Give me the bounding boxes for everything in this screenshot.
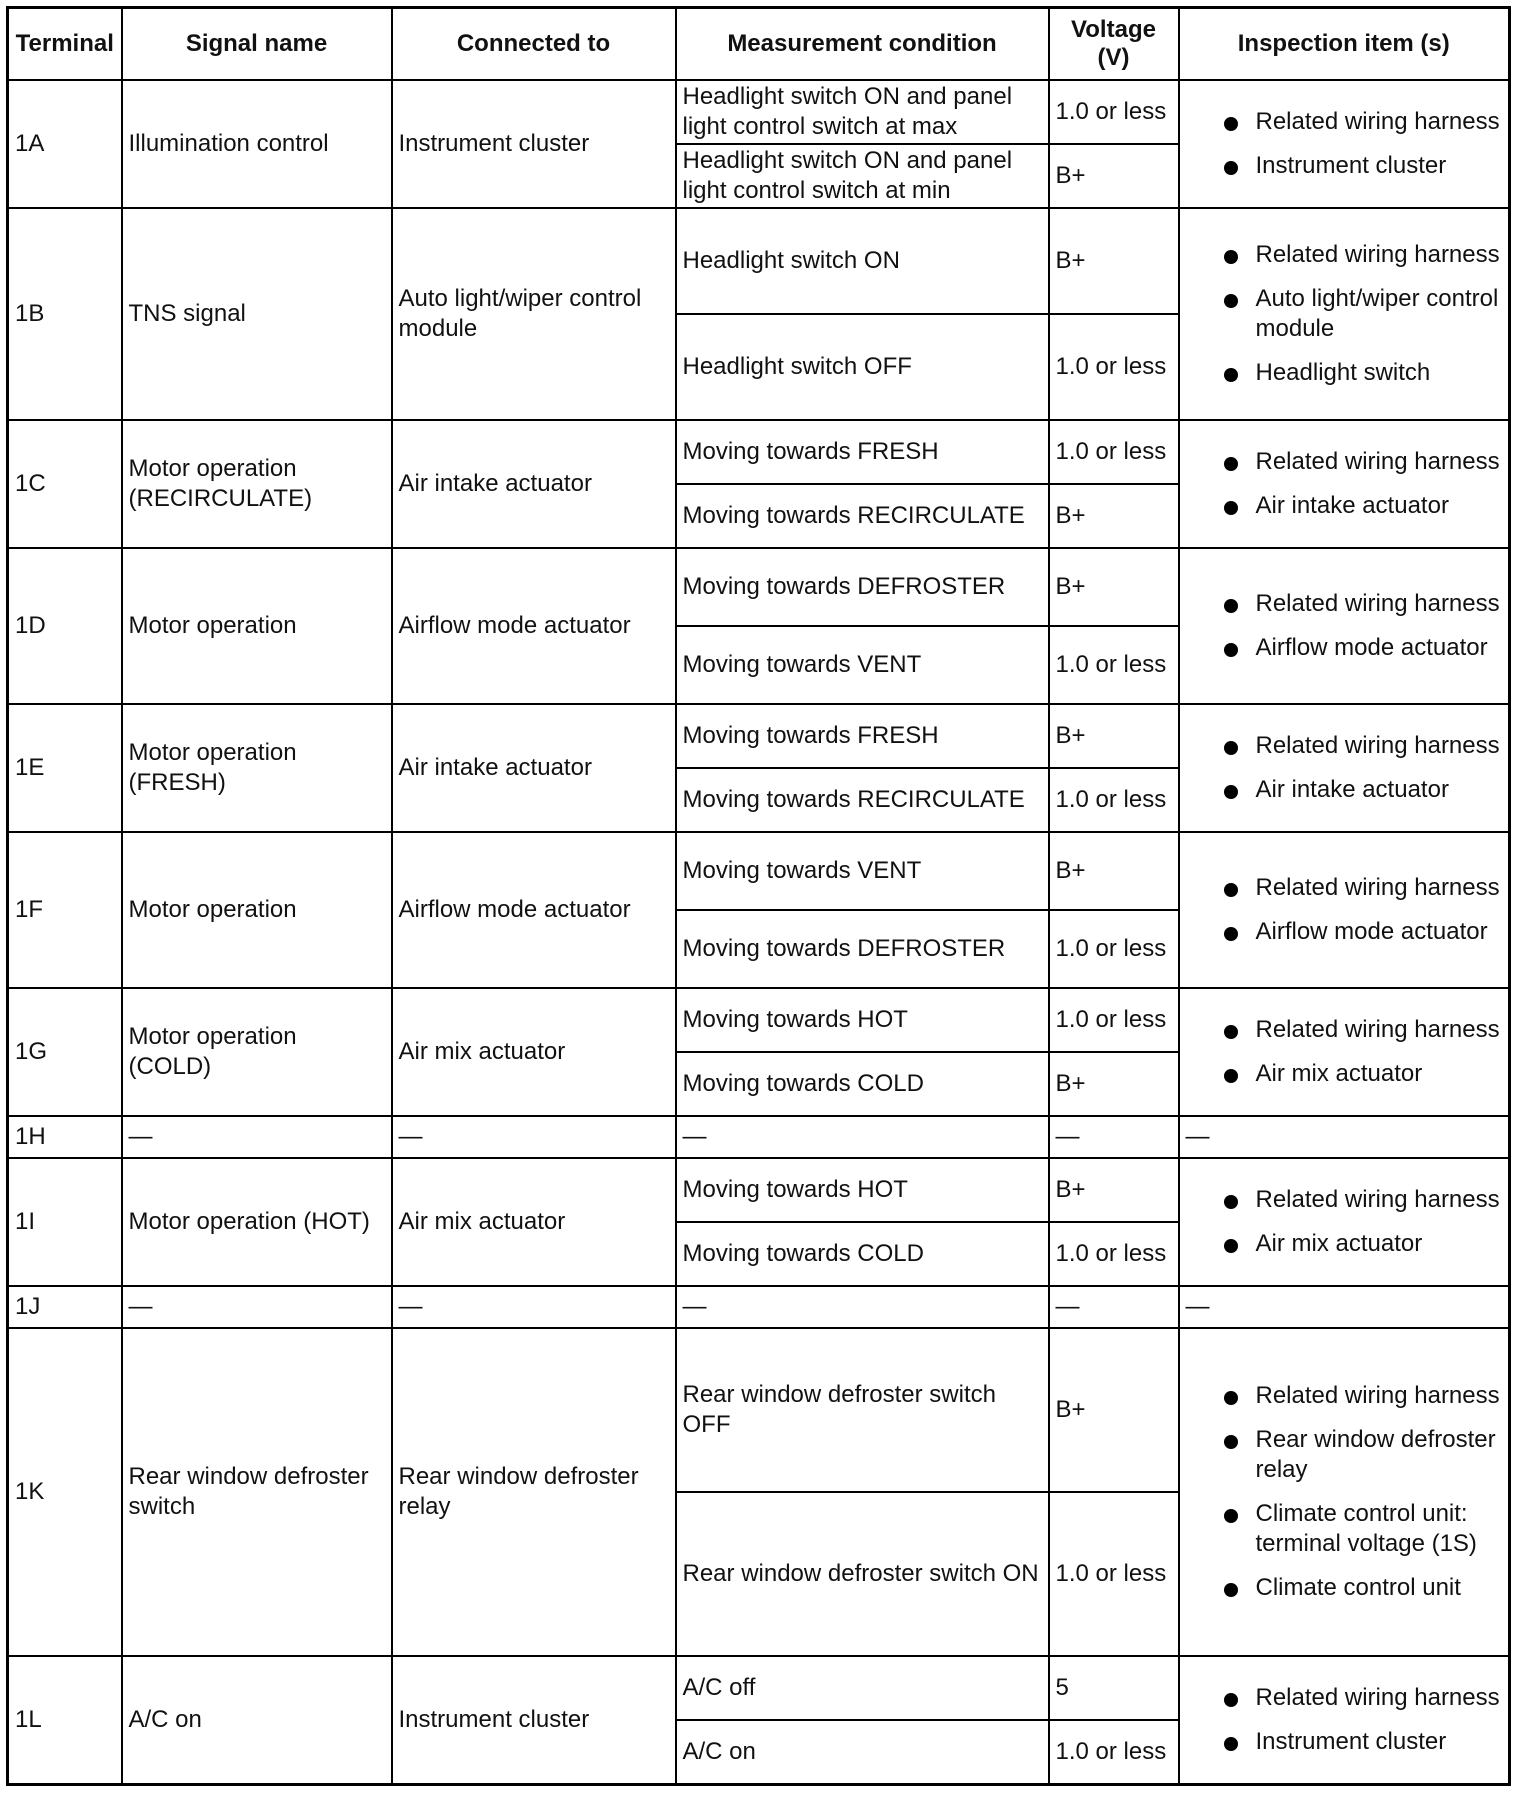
condition-cell: Moving towards COLD [676, 1222, 1049, 1286]
connected-to-cell: Air intake actuator [392, 704, 676, 832]
terminal-cell: 1D [8, 548, 122, 704]
list-item [1186, 1015, 1503, 1045]
inspection-item: Related wiring harness [1255, 874, 1500, 901]
inspection-cell: — [1179, 1116, 1510, 1158]
list-item [1186, 775, 1503, 805]
voltage-cell: B+ [1049, 1052, 1179, 1116]
inspection-item: Related wiring harness [1255, 241, 1500, 268]
bullet-icon [1224, 1391, 1238, 1405]
table-row [8, 548, 1510, 626]
bullet-icon [1224, 1195, 1238, 1209]
list-item [1186, 240, 1503, 270]
list-item [1186, 917, 1503, 947]
header-connected-to: Connected to [392, 8, 676, 81]
table-row [8, 1286, 1510, 1328]
inspection-item: Headlight switch [1255, 359, 1431, 386]
condition-cell: Headlight switch ON and panel light control switch at min [676, 144, 1049, 208]
table-row [8, 1116, 1510, 1158]
inspection-cell [1179, 988, 1510, 1116]
voltage-cell: — [1049, 1286, 1179, 1328]
connected-to-cell: Auto light/wiper control module [392, 208, 676, 420]
inspection-cell [1179, 704, 1510, 832]
inspection-item: Air intake actuator [1255, 492, 1449, 519]
voltage-cell: 1.0 or less [1049, 314, 1179, 420]
signal-name-cell: Rear window defroster switch [122, 1328, 392, 1656]
terminal-cell: 1B [8, 208, 122, 420]
inspection-item: Related wiring harness [1255, 1684, 1500, 1711]
voltage-cell: B+ [1049, 1158, 1179, 1222]
signal-name-cell: A/C on [122, 1656, 392, 1785]
signal-name-cell: Motor operation [122, 832, 392, 988]
list-item [1186, 358, 1503, 388]
condition-cell: Headlight switch ON and panel light control switch at max [676, 80, 1049, 144]
connected-to-cell: Instrument cluster [392, 1656, 676, 1785]
bullet-icon [1224, 1025, 1238, 1039]
table-row [8, 420, 1510, 484]
inspection-item: Air mix actuator [1255, 1230, 1423, 1257]
inspection-cell [1179, 80, 1510, 208]
inspection-item: Related wiring harness [1255, 1382, 1500, 1409]
header-inspection-items: Inspection item (s) [1179, 8, 1510, 81]
inspection-item: Instrument cluster [1255, 1728, 1447, 1755]
terminal-cell: 1F [8, 832, 122, 988]
list-item [1186, 633, 1503, 663]
list-item [1186, 589, 1503, 619]
connected-to-cell: Airflow mode actuator [392, 832, 676, 988]
table-row [8, 704, 1510, 768]
list-item [1186, 284, 1503, 344]
condition-cell: Moving towards FRESH [676, 420, 1049, 484]
table-row [8, 832, 1510, 910]
condition-cell: Moving towards HOT [676, 988, 1049, 1052]
header-terminal: Terminal [8, 8, 122, 81]
inspection-cell [1179, 832, 1510, 988]
condition-cell: Moving towards FRESH [676, 704, 1049, 768]
inspection-item: Rear window defroster relay [1255, 1426, 1496, 1483]
list-item [1186, 731, 1503, 761]
list-item [1186, 1499, 1503, 1559]
terminal-cell: 1C [8, 420, 122, 548]
inspection-item: Air intake actuator [1255, 776, 1449, 803]
terminal-cell: 1J [8, 1286, 122, 1328]
list-item [1186, 1727, 1503, 1757]
inspection-cell [1179, 208, 1510, 420]
condition-cell: A/C on [676, 1720, 1049, 1785]
bullet-icon [1224, 161, 1238, 175]
bullet-icon [1224, 785, 1238, 799]
bullet-icon [1224, 294, 1238, 308]
table-row [8, 1328, 1510, 1492]
connected-to-cell: Air intake actuator [392, 420, 676, 548]
voltage-cell: 1.0 or less [1049, 1222, 1179, 1286]
table-row [8, 1158, 1510, 1222]
voltage-cell: B+ [1049, 704, 1179, 768]
terminal-cell: 1L [8, 1656, 122, 1785]
voltage-cell: 1.0 or less [1049, 420, 1179, 484]
condition-cell: Moving towards HOT [676, 1158, 1049, 1222]
signal-name-cell: Motor operation (FRESH) [122, 704, 392, 832]
voltage-cell: B+ [1049, 208, 1179, 314]
condition-cell: Rear window defroster switch ON [676, 1492, 1049, 1656]
inspection-item: Climate control unit [1255, 1574, 1461, 1601]
condition-cell: Headlight switch OFF [676, 314, 1049, 420]
bullet-icon [1224, 1239, 1238, 1253]
inspection-cell [1179, 1328, 1510, 1656]
bullet-icon [1224, 1693, 1238, 1707]
bullet-icon [1224, 883, 1238, 897]
condition-cell: Moving towards COLD [676, 1052, 1049, 1116]
terminal-cell: 1H [8, 1116, 122, 1158]
bullet-icon [1224, 643, 1238, 657]
inspection-item: Related wiring harness [1255, 108, 1500, 135]
condition-cell: Moving towards DEFROSTER [676, 548, 1049, 626]
condition-cell: Rear window defroster switch OFF [676, 1328, 1049, 1492]
inspection-item: Airflow mode actuator [1255, 634, 1488, 661]
inspection-cell [1179, 420, 1510, 548]
connected-to-cell: Air mix actuator [392, 1158, 676, 1286]
list-item [1186, 1683, 1503, 1713]
terminal-cell: 1E [8, 704, 122, 832]
inspection-cell [1179, 1158, 1510, 1286]
inspection-item: Air mix actuator [1255, 1060, 1423, 1087]
bullet-icon [1224, 599, 1238, 613]
voltage-cell: 1.0 or less [1049, 988, 1179, 1052]
condition-cell: Headlight switch ON [676, 208, 1049, 314]
connected-to-cell: Airflow mode actuator [392, 548, 676, 704]
condition-cell: Moving towards VENT [676, 832, 1049, 910]
inspection-item: Auto light/wiper control module [1255, 285, 1499, 342]
terminal-cell: 1A [8, 80, 122, 208]
header-measurement-condition: Measurement condition [676, 8, 1049, 81]
list-item [1186, 491, 1503, 521]
terminal-cell: 1I [8, 1158, 122, 1286]
voltage-cell: B+ [1049, 832, 1179, 910]
bullet-icon [1224, 457, 1238, 471]
bullet-icon [1224, 117, 1238, 131]
list-item [1186, 1381, 1503, 1411]
list-item [1186, 1425, 1503, 1485]
condition-cell: Moving towards RECIRCULATE [676, 768, 1049, 832]
terminal-cell: 1G [8, 988, 122, 1116]
voltage-cell: 1.0 or less [1049, 626, 1179, 704]
voltage-cell: B+ [1049, 1328, 1179, 1492]
voltage-cell: B+ [1049, 484, 1179, 548]
inspection-item: Related wiring harness [1255, 448, 1500, 475]
connected-to-cell: — [392, 1116, 676, 1158]
signal-name-cell: TNS signal [122, 208, 392, 420]
list-item [1186, 151, 1503, 181]
table-row [8, 1656, 1510, 1720]
bullet-icon [1224, 927, 1238, 941]
bullet-icon [1224, 1435, 1238, 1449]
table-row [8, 80, 1510, 144]
bullet-icon [1224, 1583, 1238, 1597]
inspection-item: Airflow mode actuator [1255, 918, 1488, 945]
inspection-cell [1179, 1656, 1510, 1785]
list-item [1186, 873, 1503, 903]
signal-name-cell: — [122, 1286, 392, 1328]
header-row [8, 8, 1510, 81]
voltage-cell: 5 [1049, 1656, 1179, 1720]
signal-name-cell: Motor operation (RECIRCULATE) [122, 420, 392, 548]
bullet-icon [1224, 501, 1238, 515]
connected-to-cell: Air mix actuator [392, 988, 676, 1116]
list-item [1186, 107, 1503, 137]
inspection-item: Instrument cluster [1255, 152, 1447, 179]
bullet-icon [1224, 741, 1238, 755]
condition-cell: Moving towards RECIRCULATE [676, 484, 1049, 548]
list-item [1186, 1229, 1503, 1259]
inspection-item: Related wiring harness [1255, 1186, 1500, 1213]
list-item [1186, 1185, 1503, 1215]
bullet-icon [1224, 1069, 1238, 1083]
condition-cell: Moving towards DEFROSTER [676, 910, 1049, 988]
list-item [1186, 447, 1503, 477]
bullet-icon [1224, 368, 1238, 382]
condition-cell: — [676, 1116, 1049, 1158]
inspection-item: Climate control unit: terminal voltage (1S) [1255, 1500, 1477, 1557]
voltage-cell: 1.0 or less [1049, 1492, 1179, 1656]
condition-cell: Moving towards VENT [676, 626, 1049, 704]
inspection-cell [1179, 548, 1510, 704]
bullet-icon [1224, 1737, 1238, 1751]
condition-cell: — [676, 1286, 1049, 1328]
bullet-icon [1224, 250, 1238, 264]
voltage-cell: B+ [1049, 548, 1179, 626]
connected-to-cell: Instrument cluster [392, 80, 676, 208]
signal-name-cell: Motor operation (COLD) [122, 988, 392, 1116]
header-signal-name: Signal name [122, 8, 392, 81]
connected-to-cell: — [392, 1286, 676, 1328]
terminal-inspection-table [6, 6, 1511, 1786]
inspection-item: Related wiring harness [1255, 1016, 1500, 1043]
voltage-cell: 1.0 or less [1049, 910, 1179, 988]
header-voltage: Voltage (V) [1049, 8, 1179, 81]
signal-name-cell: Motor operation (HOT) [122, 1158, 392, 1286]
terminal-cell: 1K [8, 1328, 122, 1656]
signal-name-cell: Illumination control [122, 80, 392, 208]
signal-name-cell: — [122, 1116, 392, 1158]
inspection-cell: — [1179, 1286, 1510, 1328]
voltage-cell: 1.0 or less [1049, 1720, 1179, 1785]
list-item [1186, 1059, 1503, 1089]
list-item [1186, 1573, 1503, 1603]
signal-name-cell: Motor operation [122, 548, 392, 704]
table-row [8, 208, 1510, 314]
voltage-cell: 1.0 or less [1049, 80, 1179, 144]
connected-to-cell: Rear window defroster relay [392, 1328, 676, 1656]
voltage-cell: 1.0 or less [1049, 768, 1179, 832]
inspection-item: Related wiring harness [1255, 590, 1500, 617]
inspection-item: Related wiring harness [1255, 732, 1500, 759]
voltage-cell: — [1049, 1116, 1179, 1158]
condition-cell: A/C off [676, 1656, 1049, 1720]
bullet-icon [1224, 1509, 1238, 1523]
table-row [8, 988, 1510, 1052]
voltage-cell: B+ [1049, 144, 1179, 208]
